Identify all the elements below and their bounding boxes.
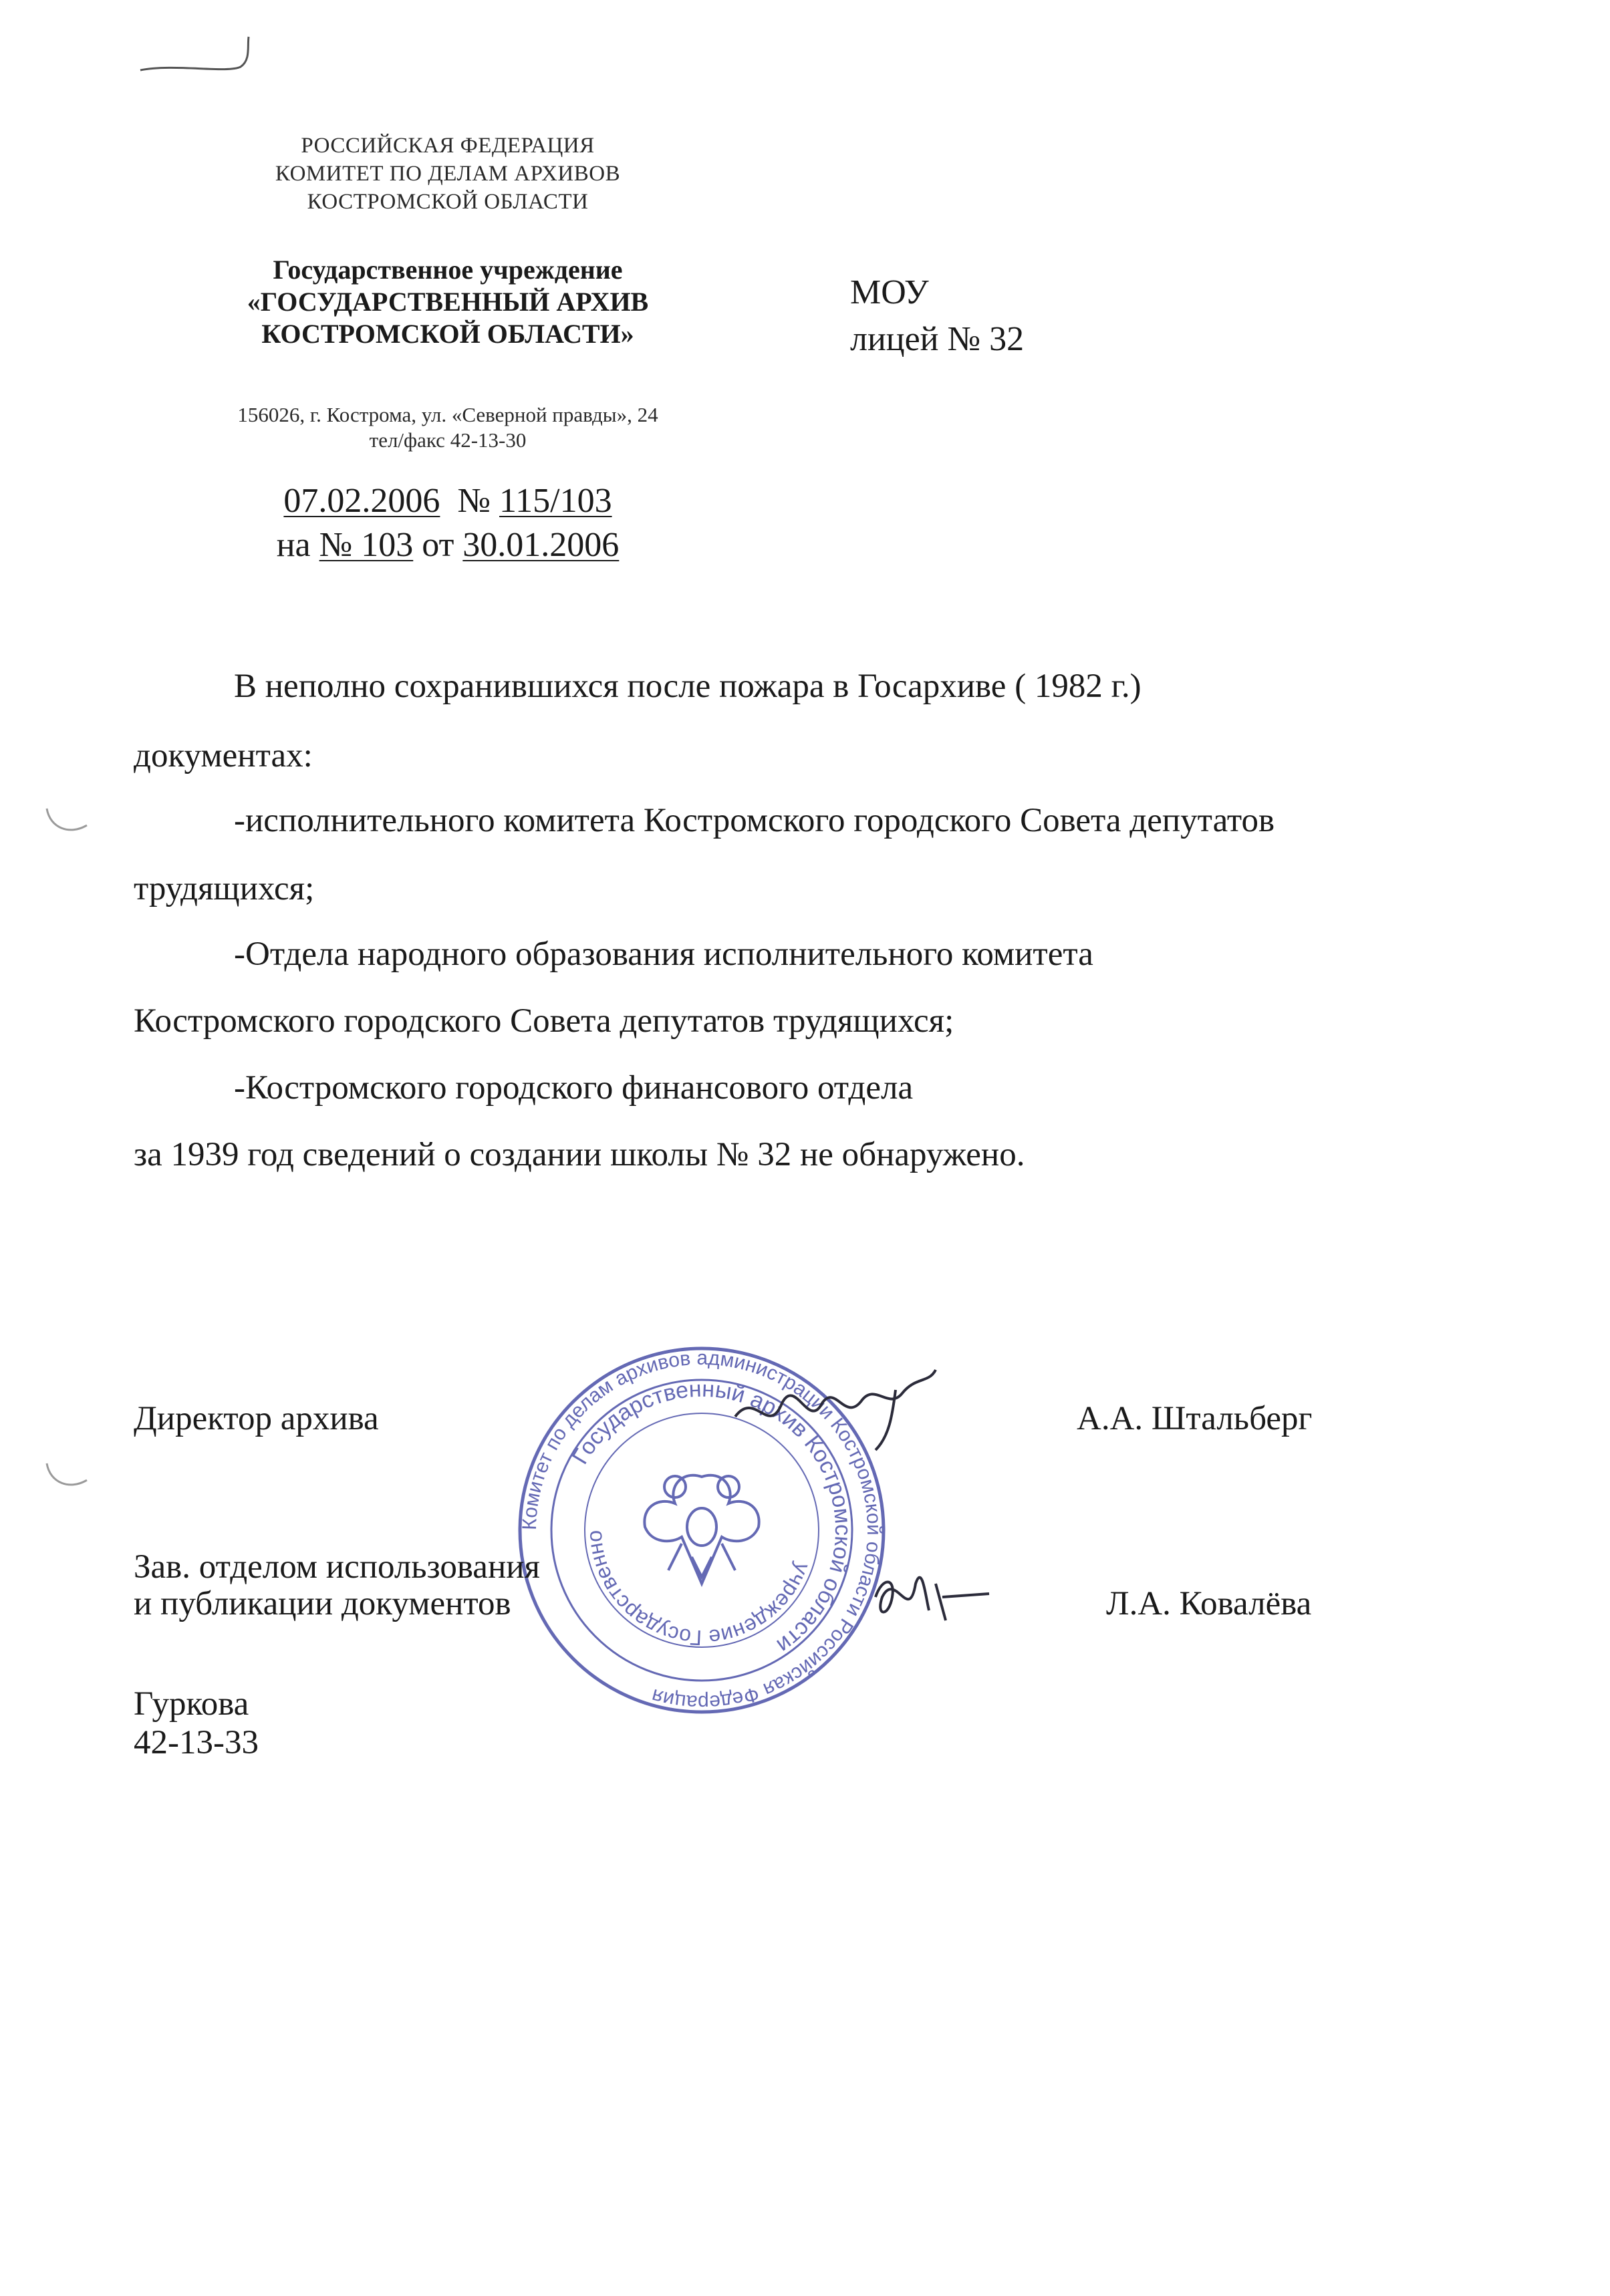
reference-line1	[180, 480, 715, 523]
institution-phone: тел/факс 42-13-30	[369, 428, 527, 452]
addressee-line1: МОУ	[850, 273, 929, 311]
reference-number: 115/103	[499, 482, 612, 520]
punch-mark-bottom	[40, 1457, 94, 1497]
reference-line2	[180, 524, 715, 567]
stamp-middle-text: Государственный архив Костромской области	[567, 1376, 856, 1659]
body-line-7: -Костромского городского финансового отдела	[234, 1069, 914, 1107]
scan-mark	[134, 33, 267, 74]
reply-from-word: от	[422, 526, 454, 564]
body-line-1: В неполно сохранившихся после пожара в Госархиве ( 1982 г.)	[234, 668, 1142, 705]
header-committee-line2: КОСТРОМСКОЙ ОБЛАСТИ	[307, 190, 589, 214]
institution-type: Государственное учреждение	[273, 255, 623, 285]
header-country: РОССИЙСКАЯ ФЕДЕРАЦИЯ	[301, 134, 595, 158]
reply-date: 30.01.2006	[462, 526, 620, 564]
institution-name-line1: «ГОСУДАРСТВЕННЫЙ АРХИВ	[247, 287, 649, 317]
reference-number-sign: №	[457, 482, 491, 520]
executor-name: Гуркова	[134, 1685, 249, 1723]
eagle-emblem-icon	[644, 1475, 759, 1584]
body-line-4: трудящихся;	[134, 870, 315, 907]
stamp-inner-text: учреждение Государственное	[509, 1324, 815, 1651]
punch-mark-top	[40, 802, 94, 842]
reply-prefix: на	[276, 526, 311, 564]
head-name: Л.А. Ковалёва	[1106, 1585, 1312, 1622]
director-name: А.А. Штальберг	[1077, 1400, 1313, 1437]
head-title-line2: и публикации документов	[134, 1585, 511, 1622]
reply-number: № 103	[319, 526, 414, 564]
executor-phone: 42-13-33	[134, 1724, 259, 1761]
body-line-3: -исполнительного комитета Костромского городского Совета депутатов	[234, 802, 1275, 839]
institution-name-line2: КОСТРОМСКОЙ ОБЛАСТИ»	[261, 319, 634, 349]
body-line-2: документах:	[134, 737, 313, 774]
body-line-5: -Отдела народного образования исполнительного комитета	[234, 936, 1093, 973]
reference-date: 07.02.2006	[283, 482, 440, 520]
director-title: Директор архива	[134, 1400, 379, 1437]
head-title-line1: Зав. отделом использования	[134, 1548, 540, 1586]
stamp-outer-text: Комитет по делам архивов администрации Костромской области Российская Федерация	[518, 1346, 886, 1714]
institution-address: 156026, г. Кострома, ул. «Северной правды», 24	[237, 403, 658, 426]
addressee-line2: лицей № 32	[850, 320, 1025, 358]
body-line-8: за 1939 год сведений о создании школы № 32 не обнаружено.	[134, 1136, 1025, 1173]
head-signature	[862, 1557, 996, 1637]
director-signature	[728, 1363, 942, 1457]
body-line-6: Костромского городского Совета депутатов трудящихся;	[134, 1002, 954, 1040]
header-committee-line1: КОМИТЕТ ПО ДЕЛАМ АРХИВОВ	[275, 162, 621, 186]
